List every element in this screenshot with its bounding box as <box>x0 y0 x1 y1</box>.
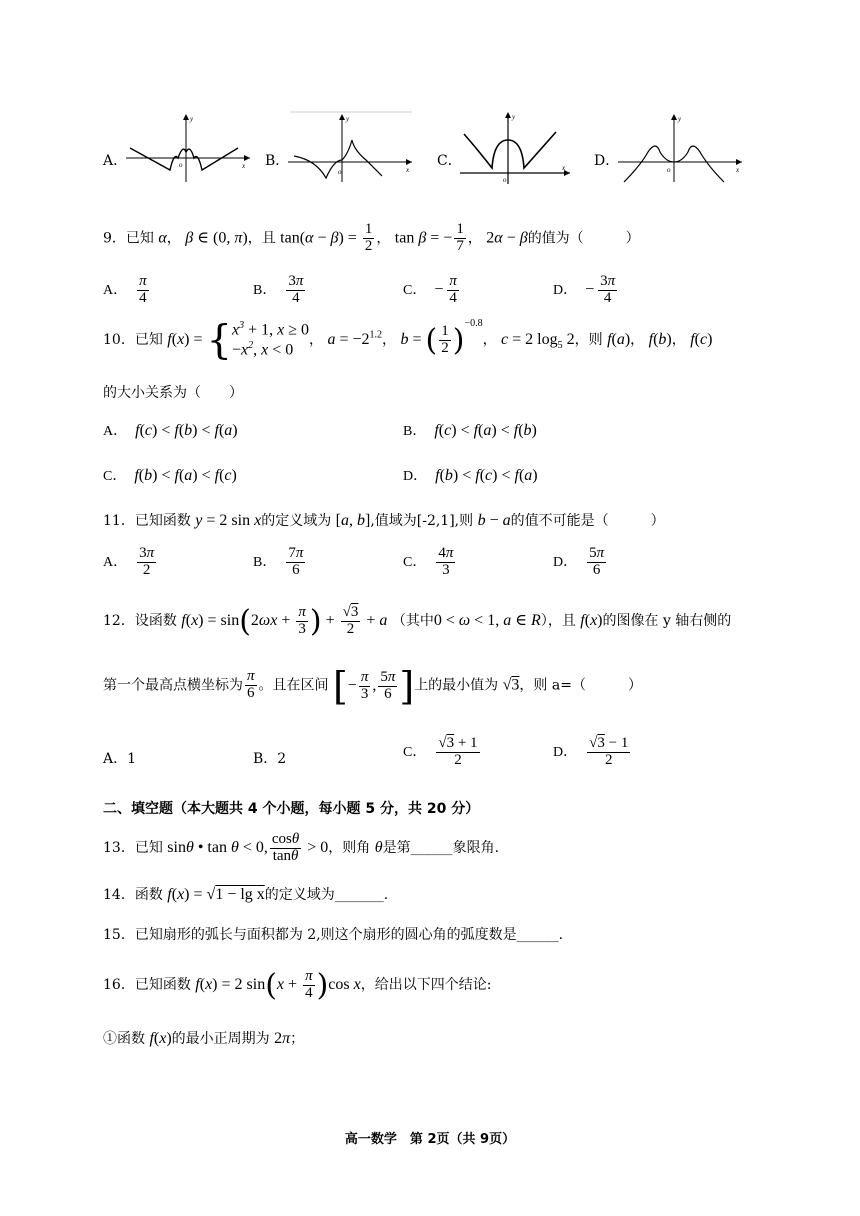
q12-interval: [− $\frac{\pi}{3}$ , $\frac{5\pi}{6}$ ] <box>332 664 415 708</box>
q16-func: f(x) = 2 sin(x + $\frac{\pi}{4}$ )cos x <box>195 968 361 1003</box>
q9-formula-tanb: tan β = − <box>394 229 453 247</box>
svg-text:x: x <box>242 162 246 170</box>
q10-option-d[interactable]: D． f(b) < f(c) < f(a) <box>403 467 538 484</box>
svg-text:x: x <box>406 166 410 174</box>
q10-a: $a = -2^{1.2}$ <box>327 329 383 348</box>
q16-number: 16． <box>103 977 135 994</box>
q12-min: √3 <box>502 676 520 694</box>
q10-fb: f(b) <box>648 331 672 348</box>
q9-option-c[interactable]: C． − $\frac{\pi}{4}$ <box>403 273 457 306</box>
q12-peak: $\frac{\pi}{6}$ <box>247 668 255 702</box>
question-12: 12．设函数 f(x) = sin(2ωx + $\frac{\pi}{3}$ ) + $\frac{√3}{2}$ + a （其中0 < ω < 1, a ∈ R），且 f(x)的图像在 y 轴右侧的 <box>103 604 732 639</box>
svg-text:x: x <box>736 166 740 174</box>
svg-text:o: o <box>338 168 342 176</box>
q10-c: c = 2 $\log_5 2$ <box>501 331 575 352</box>
q8-graph-b <box>288 110 414 184</box>
q14-func: f(x) = √1 − lg x <box>167 886 265 903</box>
conclusion-1-fx: f(x) <box>149 1030 172 1047</box>
q10-option-a[interactable]: A． f(c) < f(b) < f(a) <box>103 422 238 439</box>
conclusion-1: ①函数 f(x)的最小正周期为 2π； <box>103 1030 305 1047</box>
q10-fa: f(a) <box>607 331 631 348</box>
q13-number: 13． <box>103 839 135 856</box>
q9-formula-tan: tan(α − β) = <box>280 229 361 247</box>
q9-option-d[interactable]: D． − $\frac{3\pi}{4}$ <box>553 273 616 306</box>
q9-formula-expr: 2α − β <box>486 229 528 247</box>
q10-line2: 的大小关系为（ ） <box>103 385 243 401</box>
q12-option-b[interactable]: B．2 <box>253 751 287 767</box>
question-11: 11．已知函数 y = 2 sin x的定义域为 [a, b],值域为[-2,1],则 b − a的值不可能是（ ） <box>103 512 665 529</box>
q12-option-c[interactable]: C． $\frac{√3 + 1}{2}$ <box>403 735 478 768</box>
q11-option-a[interactable]: A． $\frac{3\pi}{2}$ <box>103 545 155 578</box>
q13-theta: θ <box>374 838 383 856</box>
q10-option-c[interactable]: C． f(b) < f(a) < f(c) <box>103 467 237 484</box>
svg-text:o: o <box>179 161 183 169</box>
q12-cond: 0 < ω < 1, a ∈ R <box>433 612 541 630</box>
q11-diff: b − a <box>477 512 511 529</box>
q11-func: y = 2 sin x <box>195 512 262 529</box>
q15-number: 15． <box>103 927 135 943</box>
question-10: 10．已知 f(x) = { $x^3 + 1$, x ≥ 0 $-x^2$, x < 0 ， $a = -2^{1.2}$， b = ( $\frac{1}{2}$ )$^{-0.8}$， c = 2 $\log_5 2$，则 f(a)， f(b)， f(c) <box>103 317 713 364</box>
q8-graph-d <box>618 112 744 184</box>
svg-text:o: o <box>503 176 507 184</box>
q8-option-c-label: C． <box>437 153 462 169</box>
q10-option-b[interactable]: B． f(c) < f(a) < f(b) <box>403 422 537 439</box>
q12-option-d[interactable]: D． $\frac{√3 - 1}{2}$ <box>553 735 629 768</box>
q12-func: f(x) = sin(2ωx + $\frac{\pi}{3}$ ) + $\frac{√3}{2}$ + a <box>181 604 388 639</box>
q9-number: 9． <box>103 230 126 247</box>
q8-graph-c <box>460 110 572 186</box>
q12-option-a[interactable]: A．1 <box>103 751 137 767</box>
svg-text:y: y <box>512 113 516 121</box>
q9-option-b[interactable]: B． $\frac{3\pi}{4}$ <box>253 273 304 306</box>
q8-option-d-label: D． <box>594 153 620 169</box>
question-9: 9．已知 α， β ∈ (0, π)，且 tan(α − β) = $\frac{1}{2}$ ， tan β = − $\frac{1}{7}$ ， 2α − β的值为（ ） <box>103 221 640 254</box>
q11-option-c[interactable]: C． $\frac{4\pi}{3}$ <box>403 545 454 578</box>
q12-number: 12． <box>103 613 135 630</box>
section-2-title: 二、填空题（本大题共 4 个小题，每小题 5 分，共 20 分） <box>103 801 480 817</box>
q12-fx: f(x) <box>580 612 603 630</box>
conclusion-1-period: 2π <box>274 1030 291 1047</box>
q11-domain: [a, b] <box>335 512 371 529</box>
question-16: 16．已知函数 f(x) = 2 sin(x + $\frac{\pi}{4}$ )cos x，给出以下四个结论: <box>103 968 492 1003</box>
q9-formula-alpha: α <box>158 229 167 247</box>
svg-text:y: y <box>346 115 350 123</box>
q9-option-a[interactable]: A． $\frac{\pi}{4}$ <box>103 273 147 306</box>
q8-graph-a <box>126 112 252 184</box>
svg-text:y: y <box>678 115 682 123</box>
q10-piecewise: f(x) = { $x^3 + 1$, x ≥ 0 $-x^2$, x < 0 <box>167 317 310 364</box>
question-13: 13．已知 sinθ • tan θ < 0, $\frac{\cos\theta}{\tan\theta}$ > 0，则角 θ是第______象限角. <box>103 831 500 864</box>
page-footer: 高一数学 第 2页（共 9页） <box>344 1132 516 1147</box>
q11-option-b[interactable]: B． $\frac{7\pi}{6}$ <box>253 545 304 578</box>
q9-formula-domain: β ∈ (0, π) <box>185 229 248 247</box>
q11-number: 11． <box>103 513 135 529</box>
question-14: 14．函数 f(x) = √1 − lg x的定义域为_______. <box>103 886 389 903</box>
svg-text:y: y <box>190 115 194 123</box>
q12-line2: 第一个最高点横坐标为 $\frac{\pi}{6}$ 。且在区间 [− $\frac{\pi}{3}$ , $\frac{5\pi}{6}$ ]上的最小值为 √3，则 a=（ ） <box>103 664 642 708</box>
q10-b: b = ( $\frac{1}{2}$ )$^{-0.8}$ <box>400 318 483 358</box>
q13-cond: sinθ • tan θ < 0, $\frac{\cos\theta}{\tan\theta}$ > 0 <box>167 831 329 864</box>
svg-text:o: o <box>667 166 671 174</box>
q10-number: 10． <box>103 332 135 348</box>
q10-fc: f(c) <box>690 331 713 348</box>
q8-option-b-label: B． <box>265 153 290 169</box>
q14-number: 14． <box>103 887 135 903</box>
svg-text:x: x <box>562 164 566 172</box>
q8-option-a-label: A． <box>103 153 128 169</box>
q11-option-d[interactable]: D． $\frac{5\pi}{6}$ <box>553 545 605 578</box>
question-15: 15．已知扇形的弧长与面积都为 2,则这个扇形的圆心角的弧度数是______. <box>103 927 564 943</box>
